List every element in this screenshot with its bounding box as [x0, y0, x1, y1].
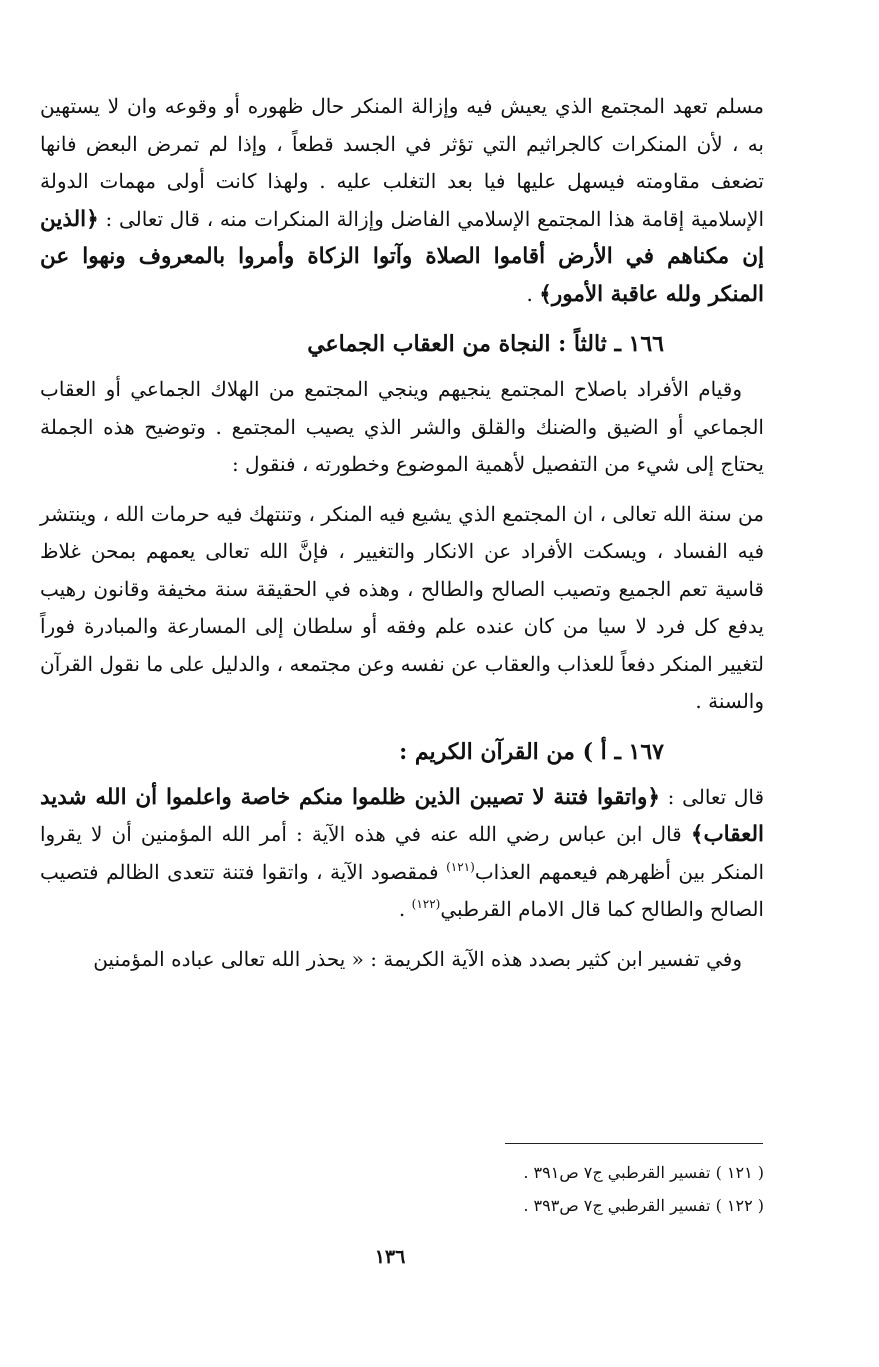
intro-end-mark: .: [526, 281, 540, 306]
paragraph-166-2: من سنة الله تعالى ، ان المجتمع الذي يشيع فيه المنكر ، وتنتهك فيه حرمات الله ، وينتشر فيه الفساد ، ويسكت الأفراد عن الانكار والتغيير ، فإنَّ الله تعالى يعمهم بمحن غلاظ قاسية تعم الجميع وتصيب الصالح والطالح ، وهذه في الحقيقة سنة مخيفة وقانون رهيب يدفع كل فرد لا سيا من كان عنده علم وفقه أو سلطان إلى المسارعة والمبادرة فوراً لتغيير المنكر دفعاً للعذاب والعقاب عن نفسه وعن مجتمعه ، والدليل على ما نقول القرآن والسنة .: [40, 501, 764, 713]
paragraph-167-2: وفي تفسير ابن كثير بصدد هذه الآية الكريمة : « يحذر الله تعالى عباده المؤمنين: [93, 946, 742, 971]
paragraph-167-end-mark: .: [398, 897, 412, 921]
paragraph-166-1: وقيام الأفراد باصلاح المجتمع ينجيهم وينجي المجتمع من الهلاك الجماعي أو العقاب الجماعي أو الضيق والضنك والقلق والشر الذي يصيب المجتمع . وتوضيح هذه الجملة يحتاج إلى شيء من التفصيل لأهمية الموضوع وخطورته ، فنقول :: [40, 377, 764, 476]
paragraph-167-1: [40, 779, 764, 929]
quran-verse-167: ﴿واتقوا فتنة لا تصيبن الذين ظلموا منكم خاصة واعلموا أن الله شديد العقاب﴾: [40, 784, 765, 847]
footnote-divider: [505, 1143, 763, 1144]
quran-verse-intro: ﴿الذين إن مكناهم في الأرض أقاموا الصلاة وآتوا الزكاة وأمروا بالمعروف ونهوا عن المنكر ولله عاقبة الأمور﴾: [40, 206, 764, 307]
paragraph-167-lead: قال تعالى :: [667, 784, 765, 809]
heading-167: ١٦٧ ـ أ ) من القرآن الكريم :: [399, 738, 664, 765]
footnotes: [300, 1156, 764, 1222]
footnote-ref-122[interactable]: (١٢٢): [411, 897, 441, 911]
footnote-122: ( ١٢٢ ) تفسير القرطبي ج٧ ص٣٩٣ .: [523, 1196, 764, 1215]
paragraph-167-text-b: فمقصود الآية ، واتقوا فتنة تتعدى الظالم فتصيب الصالح والطالح كما قال الامام القرطبي: [40, 859, 764, 921]
page-number: ١٣٦: [374, 1246, 406, 1268]
footnote-ref-121[interactable]: (١٢١): [446, 859, 475, 874]
paragraph-167-text-a: قال ابن عباس رضي الله عنه في هذه الآية : أمر الله المؤمنين أن لا يقروا المنكر بين أظهرهم فيعمهم العذاب: [40, 822, 764, 884]
page-body: [40, 88, 764, 978]
footnote-121: ( ١٢١ ) تفسير القرطبي ج٧ ص٣٩١ .: [523, 1163, 764, 1182]
heading-166: ١٦٦ ـ ثالثاً : النجاة من العقاب الجماعي: [307, 331, 664, 357]
intro-paragraph: [40, 88, 764, 313]
intro-text: مسلم تعهد المجتمع الذي يعيش فيه وإزالة المنكر حال ظهوره أو وقوعه وان لا يستهين به ، لأن المنكرات كالجراثيم التي تؤثر في الجسد قطعاً ، وإذا لم تمرض البعض فانها تضعف مقاومته فيسهل عليها فيا بعد التغلب عليه . ولهذا كانت أولى مهمات الدولة الإسلامية إقامة هذا المجتمع الإسلامي الفاضل وإزالة المنكرات منه ، قال تعالى :: [40, 94, 765, 231]
